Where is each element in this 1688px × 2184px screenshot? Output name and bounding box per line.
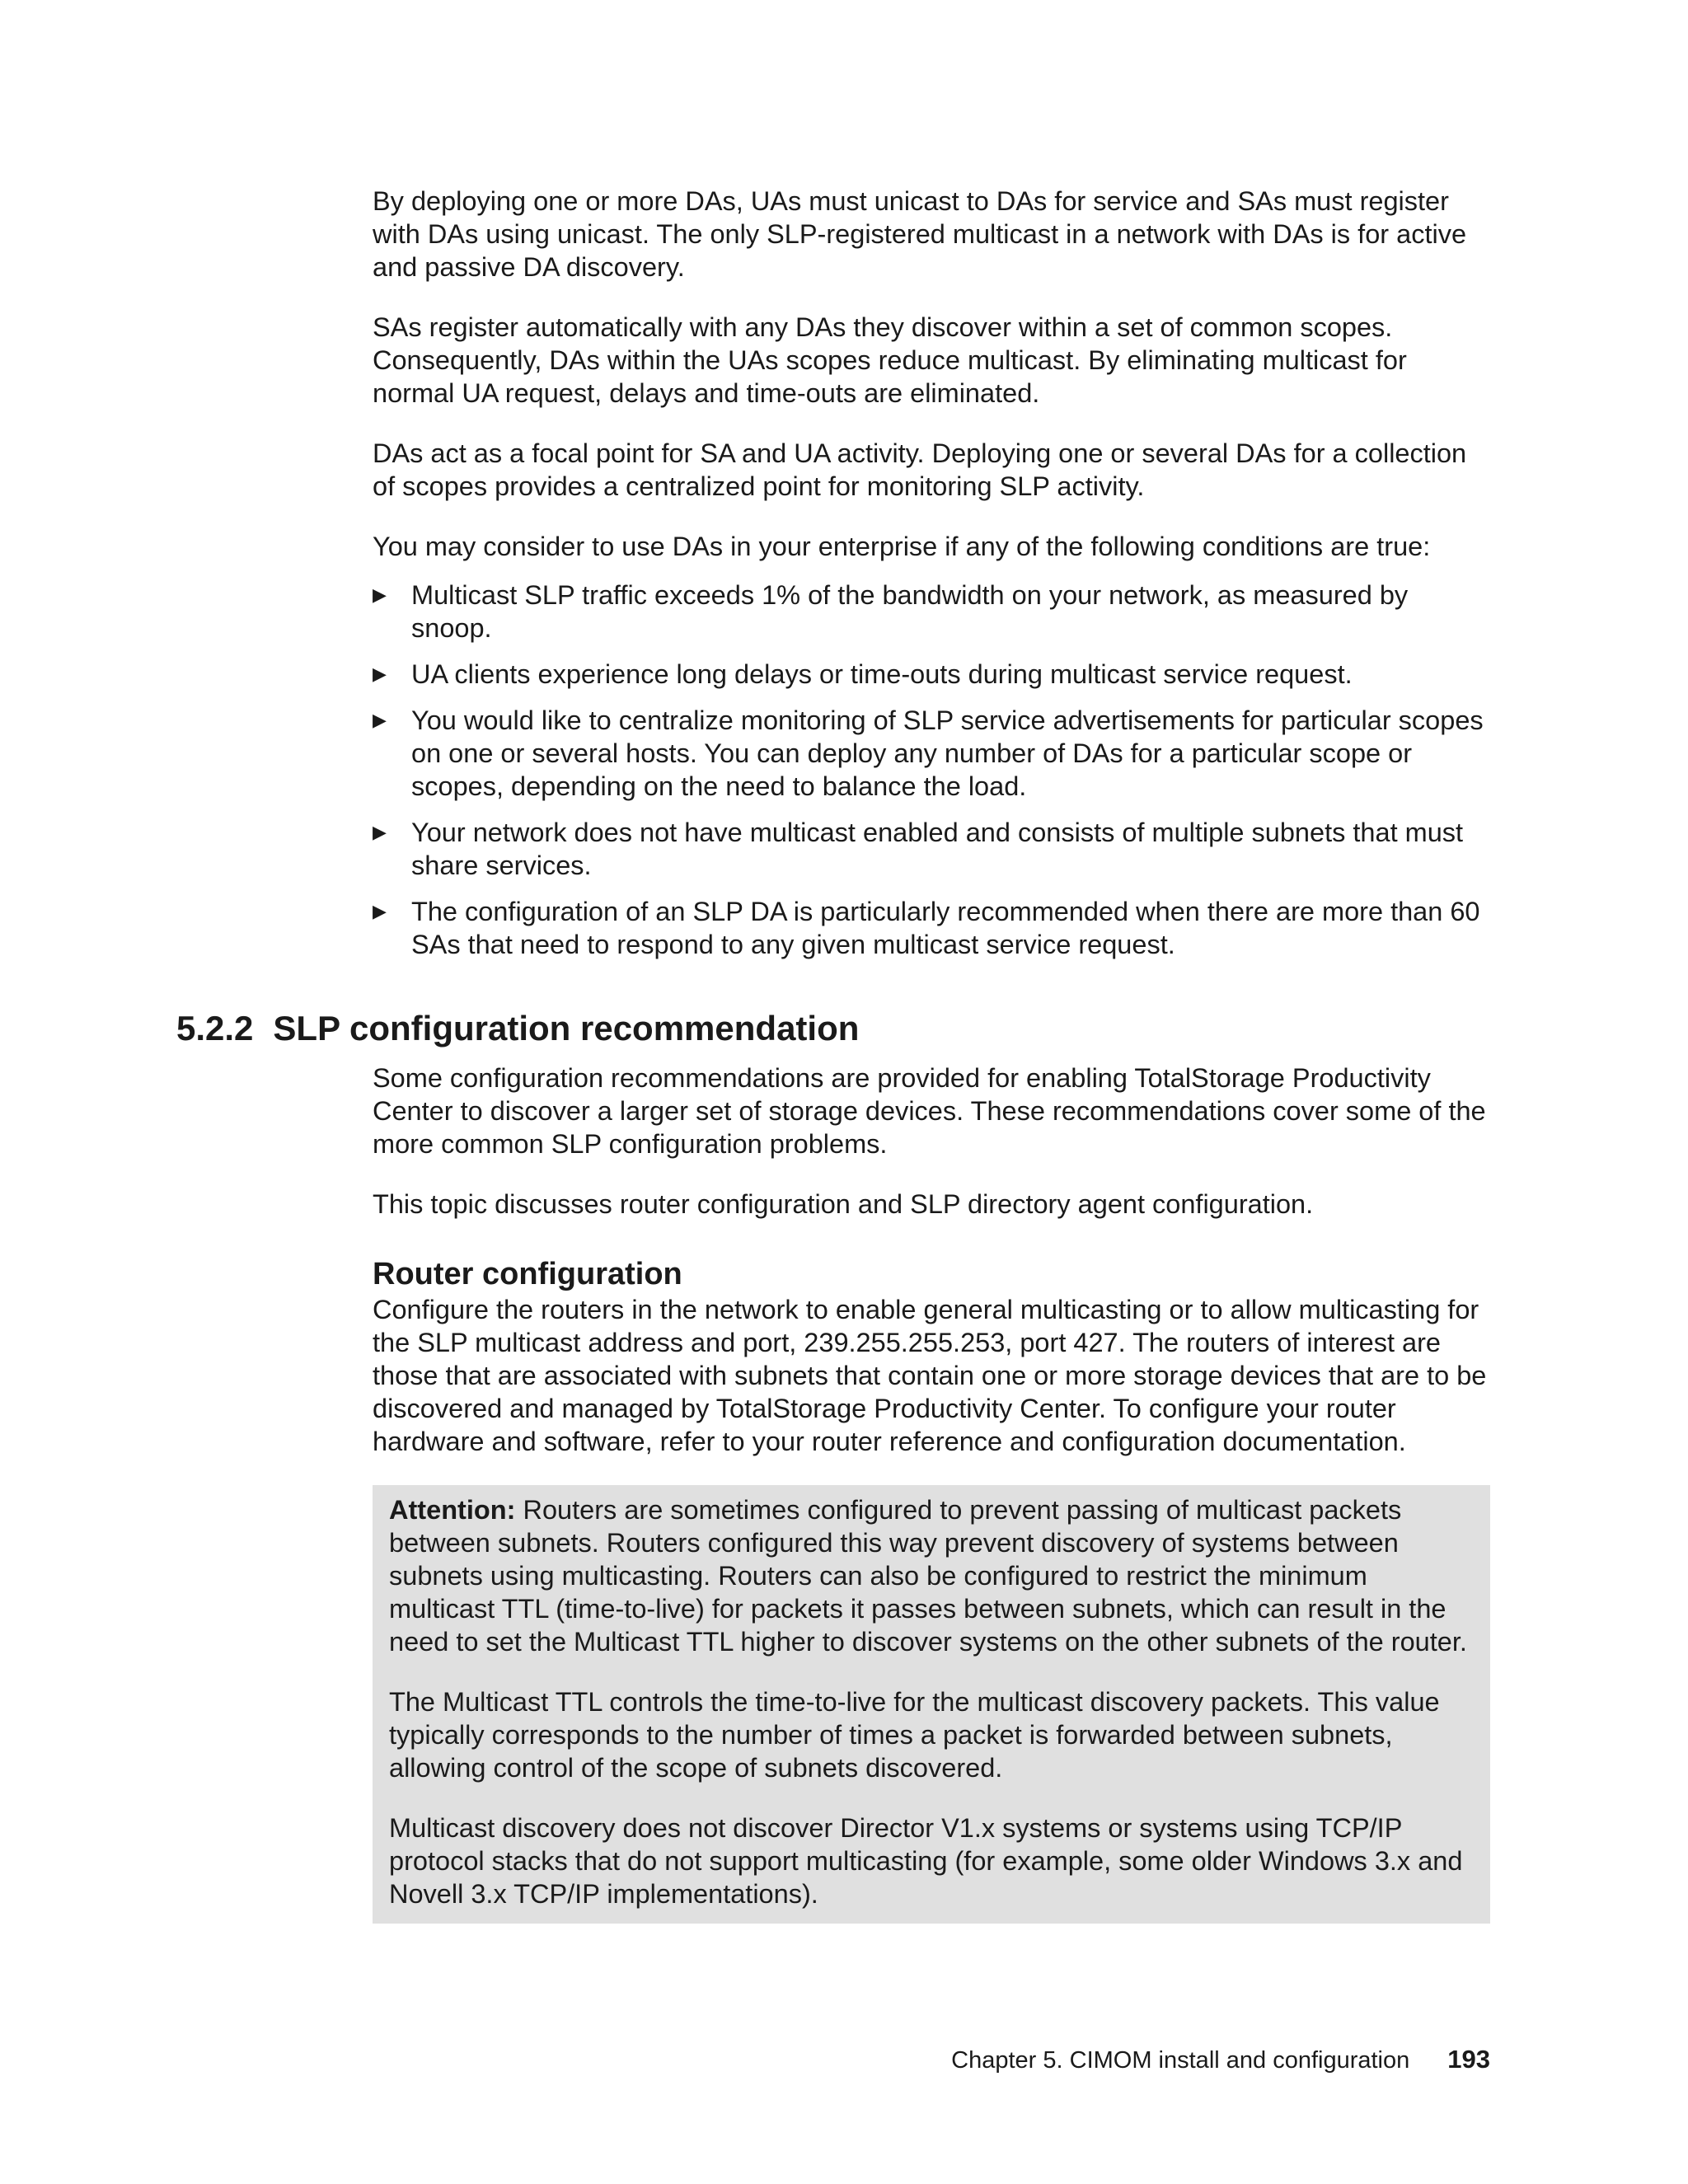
page-number: 193	[1447, 2045, 1490, 2074]
bullet-list	[373, 579, 1490, 961]
list-item-text: You would like to centralize monitoring of SLP service advertisements for particular scopes on one or several hosts. You can deploy any number of DAs for a particular scope or scopes, depending on the need to balance the load.	[411, 705, 1484, 801]
bullet-triangle-icon: ▶	[373, 710, 387, 730]
subsection-heading: Router configuration	[373, 1257, 682, 1291]
attention-paragraph	[389, 1493, 1474, 1658]
page-content	[176, 185, 1490, 1924]
bullet-triangle-icon: ▶	[373, 584, 387, 605]
section-title: SLP configuration recommendation	[273, 1009, 860, 1047]
section-heading	[176, 1007, 1490, 1050]
list-item	[373, 895, 1490, 961]
attention-paragraph: Multicast discovery does not discover Director V1.x systems or systems using TCP/IP protocol stacks that do not support multicasting (for example, some older Windows 3.x and Novell 3.x TCP/IP implementations).	[389, 1813, 1463, 1909]
list-item	[373, 579, 1490, 644]
bullet-triangle-icon: ▶	[373, 901, 387, 921]
body-paragraph: Some configuration recommendations are provided for enabling TotalStorage Productivity Center to discover a larger set of storage devices. These recommendations cover some of the more common SLP configuration problems.	[373, 1063, 1486, 1159]
page-footer	[0, 2045, 1490, 2075]
body-paragraph: You may consider to use DAs in your enterprise if any of the following conditions are true:	[373, 532, 1431, 561]
list-item	[373, 816, 1490, 882]
attention-text: Routers are sometimes configured to prevent passing of multicast packets between subnets. Routers configured this way prevent discovery of systems between subnets using multicasting. Routers can also be configured to restrict the minimum multicast TTL (time-to-live) for packets it passes between subnets, which can result in the need to set the Multicast TTL higher to discover systems on the other subnets of the router.	[389, 1495, 1467, 1657]
attention-label: Attention:	[389, 1495, 516, 1525]
attention-paragraph: The Multicast TTL controls the time-to-live for the multicast discovery packets. This value typically corresponds to the number of times a packet is forwarded between subnets, allowing control of the scope of subnets discovered.	[389, 1687, 1440, 1783]
list-item-text: Multicast SLP traffic exceeds 1% of the bandwidth on your network, as measured by snoop.	[411, 580, 1409, 643]
body-paragraph: Configure the routers in the network to enable general multicasting or to allow multicasting for the SLP multicast address and port, 239.255.255.253, port 427. The routers of interest are those that are associated with subnets that contain one or more storage devices that are to be discovered and managed by TotalStorage Productivity Center. To configure your router hardware and software, refer to your router reference and configuration documentation.	[373, 1295, 1487, 1456]
list-item-text: Your network does not have multicast enabled and consists of multiple subnets that must share services.	[411, 818, 1464, 880]
attention-box	[373, 1485, 1490, 1924]
body-paragraph: This topic discusses router configuration and SLP directory agent configuration.	[373, 1189, 1314, 1219]
list-item-text: UA clients experience long delays or time-outs during multicast service request.	[411, 659, 1353, 689]
bullet-triangle-icon: ▶	[373, 663, 387, 684]
list-item-text: The configuration of an SLP DA is particularly recommended when there are more than 60 SAs that need to respond to any given multicast service request.	[411, 897, 1480, 959]
list-item	[373, 704, 1490, 803]
section-number: 5.2.2	[176, 1009, 254, 1047]
list-item	[373, 658, 1490, 691]
chapter-title: Chapter 5. CIMOM install and configuration	[951, 2047, 1410, 2074]
bullet-triangle-icon: ▶	[373, 822, 387, 842]
body-paragraph: By deploying one or more DAs, UAs must unicast to DAs for service and SAs must register with DAs using unicast. The only SLP-registered multicast in a network with DAs is for active and passive DA discovery.	[373, 186, 1467, 282]
body-paragraph: DAs act as a focal point for SA and UA activity. Deploying one or several DAs for a collection of scopes provides a centralized point for monitoring SLP activity.	[373, 438, 1467, 501]
body-paragraph: SAs register automatically with any DAs they discover within a set of common scopes. Consequently, DAs within the UAs scopes reduce multicast. By eliminating multicast for normal UA request, delays and time-outs are eliminated.	[373, 312, 1407, 408]
